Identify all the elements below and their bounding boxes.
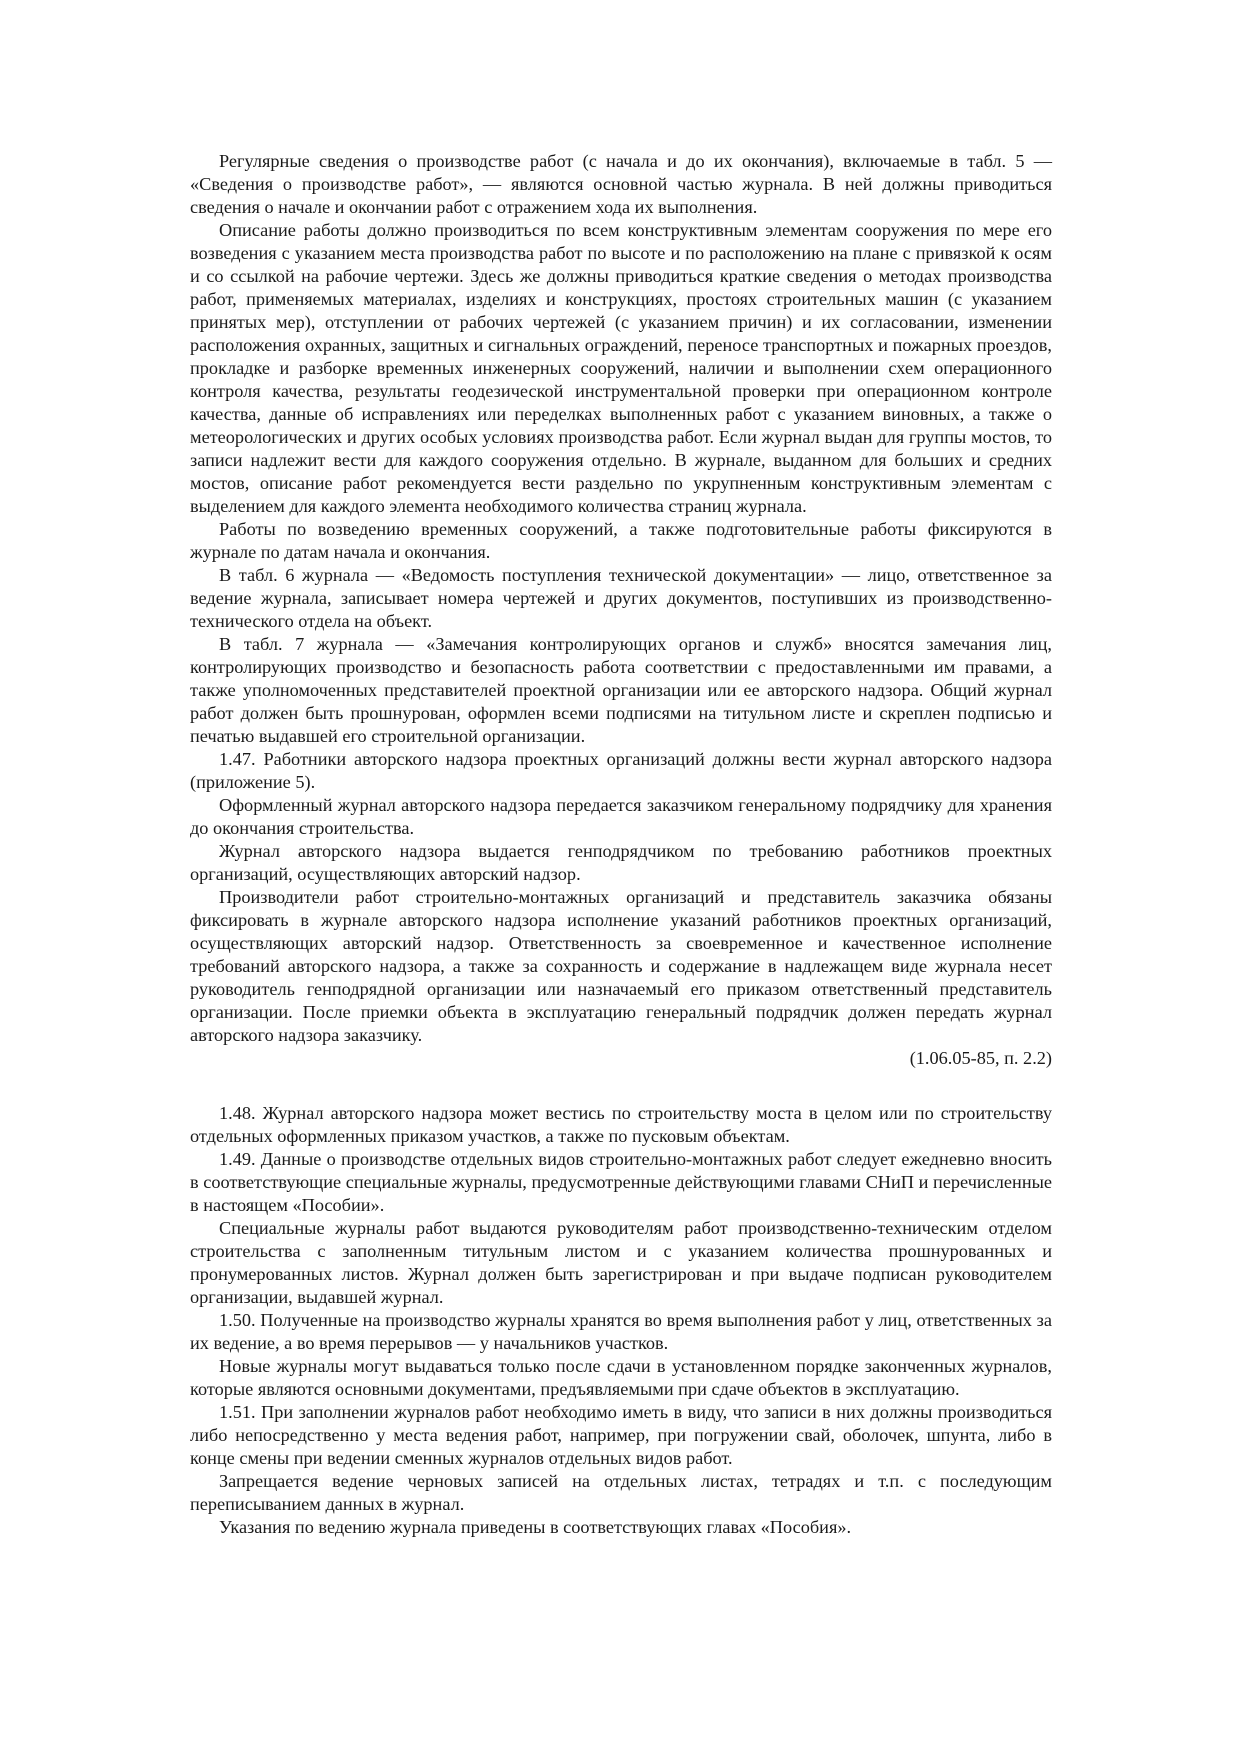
paragraph-new-journals: Новые журналы могут выдаваться только после сдачи в установленном порядке законченных журналов, которые являются основными документами, предъявляемыми при сдаче объектов в эксплуатацию. bbox=[190, 1356, 1052, 1399]
paragraph-1-48: 1.48. Журнал авторского надзора может вестись по строительству моста в целом или по строительству отдельных оформленных приказом участков, а также по пусковым объектам. bbox=[190, 1103, 1052, 1146]
paragraph-work-description: Описание работы должно производиться по всем конструктивным элементам сооружения по мере его возведения с указанием места производства работ по высоте и по расположению на плане с привязкой к осям и со ссылкой на рабочие чертежи. Здесь же должны приводиться краткие сведения о методах производства работ, применяемых материалах, изделиях и конструкциях, простоях строительных машин (с указанием принятых мер), отступлении от рабочих чертежей (с указанием причин) и их согласовании, изменении расположения охранных, защитных и сигнальных ограждений, переносе транспортных и пожарных проездов, прокладке и разборке временных инженерных сооружений, наличии и выполнении схем операционного контроля качества, результаты геодезической инструментальной проверки при операционном контроле качества, данные об исправлениях или переделках выполненных работ с указанием виновных, а также о метеорологических и других особых условиях производства работ. Если журнал выдан для группы мостов, то записи надлежит вести для каждого сооружения отдельно. В журнале, выданном для больших и средних мостов, описание работ рекомендуется вести раздельно по укрупненным конструктивным элементам с выделением для каждого элемента необходимого количества страниц журнала. bbox=[190, 220, 1052, 516]
paragraph-1-47: 1.47. Работники авторского надзора проектных организаций должны вести журнал авторского надзора (приложение 5). bbox=[190, 749, 1052, 792]
document-page bbox=[190, 150, 1052, 1539]
paragraph-table-6: В табл. 6 журнала — «Ведомость поступления технической документации» — лицо, ответственное за ведение журнала, записывает номера чертежей и других документов, поступивших из производственно-технического отдела на объект. bbox=[190, 565, 1052, 631]
paragraph-journal-issue: Журнал авторского надзора выдается генподрядчиком по требованию работников проектных организаций, осуществляющих авторский надзор. bbox=[190, 841, 1052, 884]
paragraph-1-50: 1.50. Полученные на производство журналы хранятся во время выполнения работ у лиц, ответственных за их ведение, а во время перерывов — у начальников участков. bbox=[190, 1310, 1052, 1353]
paragraph-responsibility: Производители работ строительно-монтажных организаций и представитель заказчика обязаны фиксировать в журнале авторского надзора исполнение указаний работников проектных организаций, осуществляющих авторский надзор. Ответственность за своевременное и качественное исполнение требований авторского надзора, а также за сохранность и содержание в надлежащем виде журнала несет руководитель генподрядной организации или назначаемый его приказом ответственный представитель организации. После приемки объекта в эксплуатацию генеральный подрядчик должен передать журнал авторского надзора заказчику. bbox=[190, 887, 1052, 1045]
paragraph-special-journals: Специальные журналы работ выдаются руководителям работ производственно-техническим отделом строительства с заполненным титульным листом и с указанием количества прошнурованных и пронумерованных листов. Журнал должен быть зарегистрирован и при выдаче подписан руководителем организации, выдавшей журнал. bbox=[190, 1218, 1052, 1307]
paragraph-journal-transfer: Оформленный журнал авторского надзора передается заказчиком генеральному подрядчику для хранения до окончания строительства. bbox=[190, 795, 1052, 838]
paragraph-draft-records: Запрещается ведение черновых записей на отдельных листах, тетрадях и т.п. с последующим переписыванием данных в журнал. bbox=[190, 1471, 1052, 1514]
paragraph-1-49: 1.49. Данные о производстве отдельных видов строительно-монтажных работ следует ежедневно вносить в соответствующие специальные журналы, предусмотренные действующими главами СНиП и перечисленные в настоящем «Пособии». bbox=[190, 1149, 1052, 1215]
reference-citation: (1.06.05-85, п. 2.2) bbox=[909, 1048, 1052, 1068]
paragraph-1-51: 1.51. При заполнении журналов работ необходимо иметь в виду, что записи в них должны производиться либо непосредственно у места ведения работ, например, при погружении свай, оболочек, шпунта, либо в конце смены при ведении сменных журналов отдельных видов работ. bbox=[190, 1402, 1052, 1468]
paragraph-regular-info: Регулярные сведения о производстве работ (с начала и до их окончания), включаемые в табл. 5 — «Сведения о производстве работ», — являются основной частью журнала. В ней должны приводиться сведения о начале и окончании работ с отражением хода их выполнения. bbox=[190, 151, 1052, 217]
section-gap bbox=[190, 1070, 1052, 1102]
paragraph-instructions: Указания по ведению журнала приведены в соответствующих главах «Пособия». bbox=[219, 1517, 852, 1537]
paragraph-table-7: В табл. 7 журнала — «Замечания контролирующих органов и служб» вносятся замечания лиц, контролирующих производство и безопасность работа соответствии с предоставленными им правами, а также уполномоченных представителей проектной организации или ее авторского надзора. Общий журнал работ должен быть прошнурован, оформлен всеми подписями на титульном листе и скреплен подписью и печатью выдавшей его строительной организации. bbox=[190, 634, 1052, 746]
paragraph-temporary-works: Работы по возведению временных сооружений, а также подготовительные работы фиксируются в журнале по датам начала и окончания. bbox=[190, 519, 1052, 562]
